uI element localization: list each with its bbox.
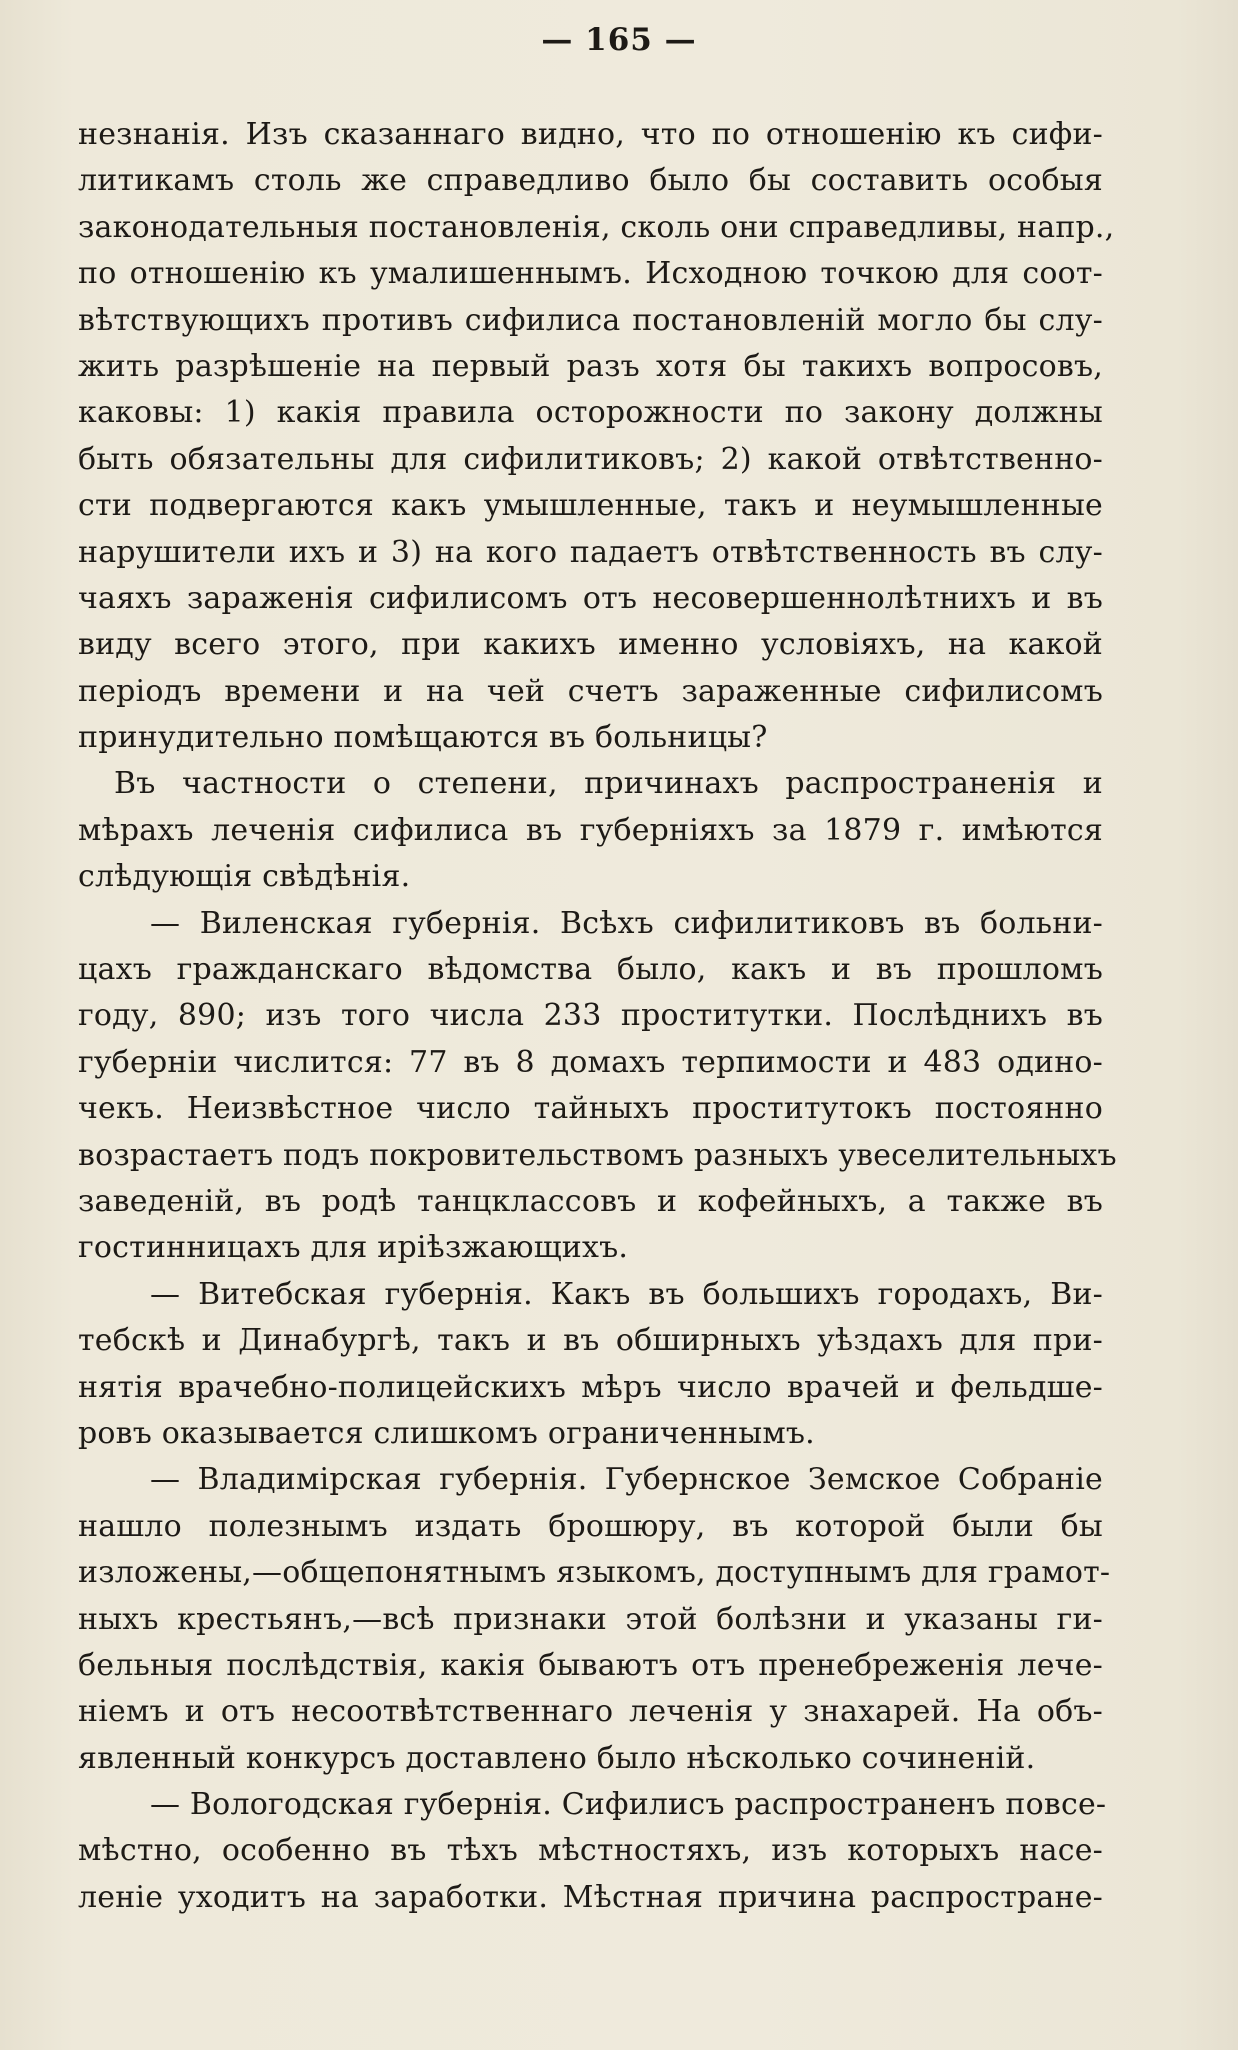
text-line: — Витебская губернія. Какъ въ большихъ городахъ, Ви- <box>150 1276 1103 1312</box>
text-line: періодъ времени и на чей счетъ зараженные сифилисомъ <box>78 673 1103 709</box>
text-line: ніемъ и отъ несоотвѣтственнаго леченія у знахарей. На объ- <box>78 1694 1103 1730</box>
text-line: ныхъ крестьянъ,—всѣ признаки этой болѣзни и указаны ги- <box>78 1601 1103 1637</box>
text-line: виду всего этого, при какихъ именно условіяхъ, на какой <box>78 627 1103 663</box>
text-line: мѣрахъ леченія сифилиса въ губерніяхъ за 1879 г. имѣются <box>78 812 1103 848</box>
text-line: сти подвергаются какъ умышленные, такъ и неумышленные <box>78 488 1103 524</box>
text-line: ровъ оказывается слишкомъ ограниченнымъ. <box>78 1415 815 1451</box>
text-line: изложены,—общепонятнымъ языкомъ, доступнымъ для грамот- <box>78 1555 1111 1591</box>
text-line: нятія врачебно-полицейскихъ мѣръ число врачей и фельдше- <box>78 1369 1103 1405</box>
text-line: возрастаетъ подъ покровительствомъ разныхъ увеселительныхъ <box>78 1137 1117 1173</box>
text-line: вѣтствующихъ противъ сифилиса постановленій могло бы слу- <box>78 302 1103 338</box>
text-line: тебскѣ и Динабургѣ, такъ и въ обширныхъ уѣздахъ для при- <box>78 1323 1103 1359</box>
text-line: леніе уходитъ на заработки. Мѣстная причина распростране- <box>78 1879 1103 1915</box>
text-line: цахъ гражданскаго вѣдомства было, какъ и въ прошломъ <box>78 952 1103 988</box>
text-line: слѣдующія свѣдѣнія. <box>78 859 411 895</box>
text-line: каковы: 1) какія правила осторожности по закону должны <box>78 395 1103 431</box>
text-line: законодательныя постановленія, сколь они справедливы, напр., <box>78 209 1115 245</box>
text-line: незнанія. Изъ сказаннаго видно, что по отношенію къ сифи- <box>78 117 1103 152</box>
text-line: бельныя послѣдствія, какія бываютъ отъ пренебреженія лече- <box>78 1647 1103 1683</box>
body-text <box>78 112 1117 1921</box>
text-line: принудительно помѣщаются въ больницы? <box>78 720 768 756</box>
text-line: литикамъ столь же справедливо было бы составить особыя <box>78 163 1103 199</box>
text-line: — Виленская губернія. Всѣхъ сифилитиковъ въ больни- <box>150 905 1103 941</box>
text-line: нашло полезнымъ издать брошюру, въ которой были бы <box>78 1508 1103 1544</box>
text-line: жить разрѣшеніе на первый разъ хотя бы такихъ вопросовъ, <box>78 348 1103 384</box>
text-line: году, 890; изъ того числа 233 проститутки. Послѣднихъ въ <box>78 998 1103 1034</box>
text-line: заведеній, въ родѣ танцклассовъ и кофейныхъ, а также въ <box>78 1183 1103 1219</box>
text-line: чаяхъ зараженія сифилисомъ отъ несовершеннолѣтнихъ и въ <box>78 580 1103 616</box>
text-line: мѣстно, особенно въ тѣхъ мѣстностяхъ, изъ которыхъ насе- <box>78 1833 1103 1869</box>
text-line: — Вологодская губернія. Сифилисъ распространенъ повсе- <box>150 1787 1107 1823</box>
page-number: — 165 — <box>541 22 697 58</box>
text-line: по отношенію къ умалишеннымъ. Исходною точкою для соот- <box>78 256 1103 292</box>
text-line: губерніи числится: 77 въ 8 домахъ терпимости и 483 одино- <box>78 1044 1103 1080</box>
text-line: — Владимірская губернія. Губернское Земское Собраніе <box>150 1462 1103 1498</box>
text-line: быть обязательны для сифилитиковъ; 2) какой отвѣтственно- <box>78 441 1103 477</box>
text-line: нарушители ихъ и 3) на кого падаетъ отвѣтственность въ слу- <box>78 534 1103 570</box>
text-line: явленный конкурсъ доставлено было нѣсколько сочиненій. <box>78 1740 1036 1776</box>
text-line: чекъ. Неизвѣстное число тайныхъ проститутокъ постоянно <box>78 1091 1103 1127</box>
text-line: Въ частности о степени, причинахъ распространенія и <box>114 766 1103 802</box>
text-line: гостинницахъ для иріѣзжающихъ. <box>78 1230 629 1266</box>
